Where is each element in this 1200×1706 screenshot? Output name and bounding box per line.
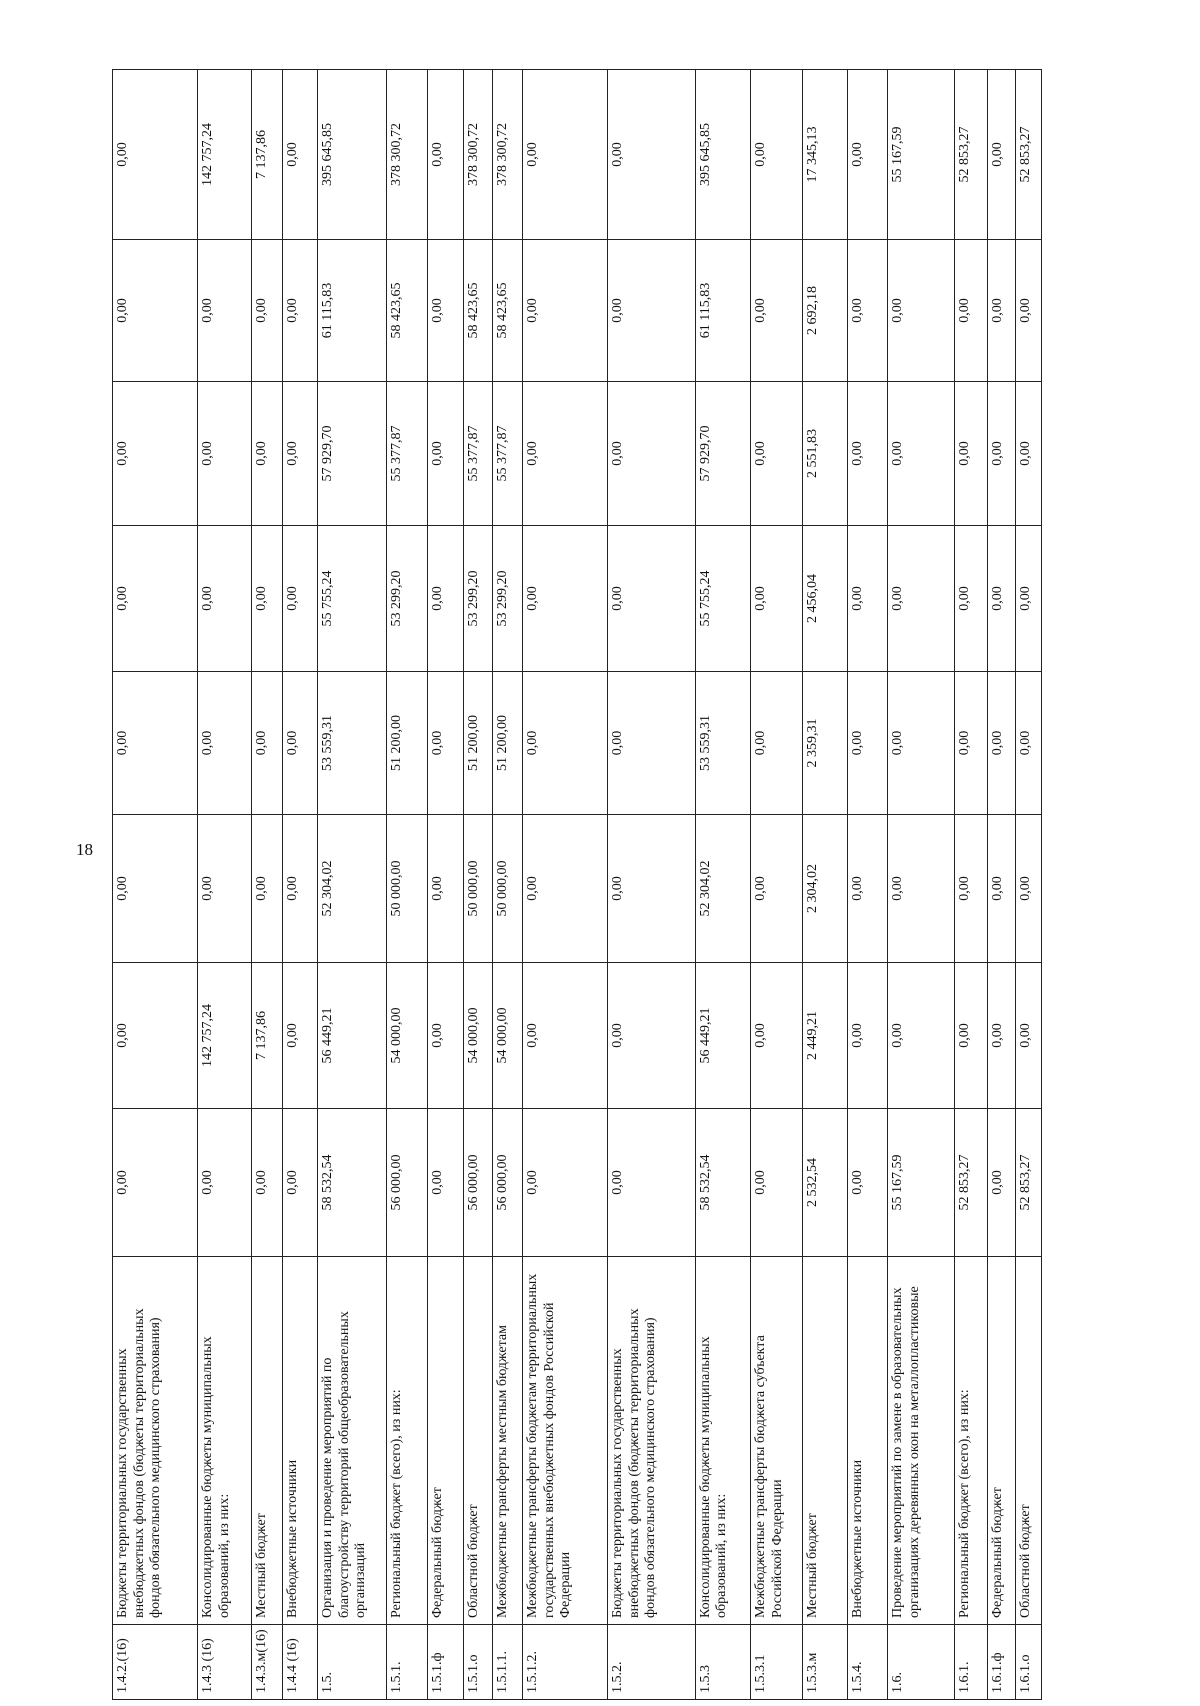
- row-value: 52 853,27: [1016, 1109, 1042, 1257]
- row-value: 51 200,00: [387, 672, 428, 815]
- row-value: 50 000,00: [464, 815, 493, 963]
- row-name: Межбюджетные трансферты бюджета субъекта Российской Федерации: [751, 1257, 802, 1625]
- table-row: [318, 70, 387, 1700]
- row-value: 395 645,85: [695, 70, 751, 240]
- row-value: 0,00: [113, 382, 198, 526]
- row-name: Бюджеты территориальных государственных внебюджетных фондов (бюджеты территориальных фондов обязательного медицинского страхования): [608, 1257, 696, 1625]
- row-code: 1.5.1.: [387, 1625, 428, 1700]
- row-value: 0,00: [198, 815, 251, 963]
- row-value: 0,00: [988, 963, 1016, 1109]
- row-value: 0,00: [751, 1109, 802, 1257]
- row-code: 1.4.4 (16): [282, 1625, 317, 1700]
- row-value: 55 167,59: [888, 70, 955, 240]
- table-row: [387, 70, 428, 1700]
- row-name: Межбюджетные трансферты местным бюджетам: [493, 1257, 523, 1625]
- row-value: 0,00: [608, 70, 696, 240]
- row-value: 0,00: [955, 526, 988, 672]
- table-row: [802, 70, 847, 1700]
- row-value: 0,00: [988, 815, 1016, 963]
- row-value: 55 377,87: [493, 382, 523, 526]
- row-name: Федеральный бюджет: [427, 1257, 463, 1625]
- page-number: 18: [76, 840, 93, 859]
- row-value: 0,00: [113, 815, 198, 963]
- row-value: 55 377,87: [387, 382, 428, 526]
- row-value: 0,00: [282, 672, 317, 815]
- row-value: 0,00: [608, 1109, 696, 1257]
- row-name: Консолидированные бюджеты муниципальных образований, из них:: [198, 1257, 251, 1625]
- row-code: 1.4.3.м(16): [251, 1625, 282, 1700]
- row-value: 56 000,00: [464, 1109, 493, 1257]
- row-value: 0,00: [427, 240, 463, 382]
- row-value: 0,00: [988, 382, 1016, 526]
- row-value: 0,00: [522, 70, 607, 240]
- row-value: 0,00: [955, 963, 988, 1109]
- row-value: 56 000,00: [387, 1109, 428, 1257]
- row-value: 0,00: [427, 963, 463, 1109]
- row-name: Местный бюджет: [802, 1257, 847, 1625]
- row-value: 142 757,24: [198, 963, 251, 1109]
- row-value: 0,00: [1016, 672, 1042, 815]
- row-value: 0,00: [522, 526, 607, 672]
- row-value: 58 532,54: [318, 1109, 387, 1257]
- row-value: 0,00: [427, 1109, 463, 1257]
- row-name: Региональный бюджет (всего), из них:: [387, 1257, 428, 1625]
- row-value: 53 299,20: [464, 526, 493, 672]
- row-value: 0,00: [888, 815, 955, 963]
- row-name: Бюджеты территориальных государственных внебюджетных фондов (бюджеты территориальных фондов обязательного медицинского страхования): [113, 1257, 198, 1625]
- row-value: 57 929,70: [695, 382, 751, 526]
- row-value: 61 115,83: [318, 240, 387, 382]
- row-value: 55 755,24: [695, 526, 751, 672]
- table-row: [608, 70, 696, 1700]
- row-value: 52 853,27: [955, 1109, 988, 1257]
- row-name: Федеральный бюджет: [988, 1257, 1016, 1625]
- row-value: 0,00: [608, 672, 696, 815]
- row-value: 0,00: [251, 526, 282, 672]
- row-value: 0,00: [427, 526, 463, 672]
- row-value: 57 929,70: [318, 382, 387, 526]
- row-value: 58 423,65: [464, 240, 493, 382]
- row-value: 0,00: [1016, 815, 1042, 963]
- row-code: 1.5.2.: [608, 1625, 696, 1700]
- row-value: 0,00: [522, 1109, 607, 1257]
- row-value: 0,00: [251, 240, 282, 382]
- row-value: 0,00: [847, 963, 888, 1109]
- row-value: 56 449,21: [695, 963, 751, 1109]
- table-row: [282, 70, 317, 1700]
- row-value: 17 345,13: [802, 70, 847, 240]
- row-name: Межбюджетные трансферты бюджетам территориальных государственных внебюджетных фондов Российской Федерации: [522, 1257, 607, 1625]
- row-value: 58 532,54: [695, 1109, 751, 1257]
- row-code: 1.6.1.ф: [988, 1625, 1016, 1700]
- row-name: Областной бюджет: [464, 1257, 493, 1625]
- table-row: [988, 70, 1016, 1700]
- row-value: 0,00: [847, 526, 888, 672]
- row-value: 53 559,31: [695, 672, 751, 815]
- row-value: 0,00: [751, 963, 802, 1109]
- row-value: 0,00: [751, 672, 802, 815]
- row-value: 0,00: [1016, 240, 1042, 382]
- row-value: 0,00: [888, 963, 955, 1109]
- row-code: 1.6.: [888, 1625, 955, 1700]
- row-value: 0,00: [955, 240, 988, 382]
- table-row: [1016, 70, 1042, 1700]
- row-value: 58 423,65: [387, 240, 428, 382]
- row-value: 0,00: [888, 240, 955, 382]
- table-row: [427, 70, 463, 1700]
- row-value: 0,00: [282, 1109, 317, 1257]
- row-code: 1.5.3: [695, 1625, 751, 1700]
- row-code: 1.5.1.2.: [522, 1625, 607, 1700]
- row-value: 52 853,27: [1016, 70, 1042, 240]
- row-name: Организация и проведение мероприятий по благоустройству территорий общеобразовательных организаций: [318, 1257, 387, 1625]
- row-value: 0,00: [608, 526, 696, 672]
- row-code: 1.5.: [318, 1625, 387, 1700]
- row-value: 142 757,24: [198, 70, 251, 240]
- row-code: 1.5.1.1.: [493, 1625, 523, 1700]
- rotated-table-wrapper: [112, 70, 1042, 1700]
- table-row: [695, 70, 751, 1700]
- row-value: 0,00: [427, 672, 463, 815]
- table-row: [522, 70, 607, 1700]
- row-value: 0,00: [608, 963, 696, 1109]
- row-value: 0,00: [847, 382, 888, 526]
- row-value: 52 304,02: [695, 815, 751, 963]
- row-value: 50 000,00: [493, 815, 523, 963]
- row-value: 54 000,00: [464, 963, 493, 1109]
- row-value: 0,00: [113, 240, 198, 382]
- row-value: 2 551,83: [802, 382, 847, 526]
- table-row: [493, 70, 523, 1700]
- row-value: 61 115,83: [695, 240, 751, 382]
- row-value: 0,00: [522, 963, 607, 1109]
- row-value: 0,00: [282, 240, 317, 382]
- row-value: 54 000,00: [493, 963, 523, 1109]
- row-value: 53 299,20: [387, 526, 428, 672]
- row-name: Внебюджетные источники: [847, 1257, 888, 1625]
- row-value: 52 853,27: [955, 70, 988, 240]
- row-value: 0,00: [955, 672, 988, 815]
- budget-table: [112, 69, 1042, 1700]
- row-value: 0,00: [847, 1109, 888, 1257]
- table-body: [113, 70, 1042, 1700]
- row-value: 0,00: [751, 815, 802, 963]
- table-row: [955, 70, 988, 1700]
- row-value: 2 532,54: [802, 1109, 847, 1257]
- row-value: 0,00: [955, 382, 988, 526]
- row-value: 55 167,59: [888, 1109, 955, 1257]
- row-value: 0,00: [888, 526, 955, 672]
- row-value: 0,00: [427, 382, 463, 526]
- row-name: Внебюджетные источники: [282, 1257, 317, 1625]
- row-value: 56 000,00: [493, 1109, 523, 1257]
- row-value: 0,00: [198, 1109, 251, 1257]
- row-value: 0,00: [282, 70, 317, 240]
- row-value: 0,00: [282, 526, 317, 672]
- row-code: 1.5.1.ф: [427, 1625, 463, 1700]
- row-value: 0,00: [113, 526, 198, 672]
- row-value: 0,00: [427, 70, 463, 240]
- row-value: 7 137,86: [251, 70, 282, 240]
- row-value: 0,00: [113, 672, 198, 815]
- row-code: 1.5.3.1: [751, 1625, 802, 1700]
- row-value: 0,00: [251, 382, 282, 526]
- row-value: 51 200,00: [464, 672, 493, 815]
- row-value: 0,00: [282, 963, 317, 1109]
- row-value: 0,00: [1016, 382, 1042, 526]
- row-code: 1.4.2.(16): [113, 1625, 198, 1700]
- row-value: 51 200,00: [493, 672, 523, 815]
- row-value: 0,00: [1016, 526, 1042, 672]
- row-value: 2 692,18: [802, 240, 847, 382]
- row-code: 1.4.3 (16): [198, 1625, 251, 1700]
- row-value: 53 299,20: [493, 526, 523, 672]
- row-value: 0,00: [608, 382, 696, 526]
- row-value: 2 359,31: [802, 672, 847, 815]
- row-value: 0,00: [113, 1109, 198, 1257]
- table-row: [113, 70, 198, 1700]
- row-value: 0,00: [198, 382, 251, 526]
- row-value: 7 137,86: [251, 963, 282, 1109]
- row-value: 55 755,24: [318, 526, 387, 672]
- row-name: Консолидированные бюджеты муниципальных образований, из них:: [695, 1257, 751, 1625]
- row-value: 52 304,02: [318, 815, 387, 963]
- row-code: 1.5.1.о: [464, 1625, 493, 1700]
- row-value: 54 000,00: [387, 963, 428, 1109]
- row-value: 0,00: [888, 672, 955, 815]
- row-value: 395 645,85: [318, 70, 387, 240]
- row-value: 0,00: [251, 672, 282, 815]
- row-value: 0,00: [251, 815, 282, 963]
- row-value: 0,00: [751, 70, 802, 240]
- table-row: [198, 70, 251, 1700]
- row-value: 0,00: [847, 815, 888, 963]
- row-value: 0,00: [522, 240, 607, 382]
- row-value: 0,00: [888, 382, 955, 526]
- row-value: 58 423,65: [493, 240, 523, 382]
- row-value: 0,00: [522, 815, 607, 963]
- row-value: 0,00: [113, 70, 198, 240]
- row-value: 378 300,72: [464, 70, 493, 240]
- row-value: 0,00: [988, 1109, 1016, 1257]
- row-name: Областной бюджет: [1016, 1257, 1042, 1625]
- table-row: [888, 70, 955, 1700]
- row-value: 0,00: [198, 526, 251, 672]
- row-value: 2 449,21: [802, 963, 847, 1109]
- row-code: 1.5.3.м: [802, 1625, 847, 1700]
- row-value: 56 449,21: [318, 963, 387, 1109]
- row-value: 0,00: [251, 1109, 282, 1257]
- row-value: 2 304,02: [802, 815, 847, 963]
- row-value: 2 456,04: [802, 526, 847, 672]
- row-value: 0,00: [988, 672, 1016, 815]
- row-value: 0,00: [988, 526, 1016, 672]
- row-value: 0,00: [751, 526, 802, 672]
- row-value: 0,00: [198, 672, 251, 815]
- row-value: 0,00: [847, 672, 888, 815]
- row-value: 378 300,72: [493, 70, 523, 240]
- row-value: 0,00: [282, 815, 317, 963]
- row-value: 0,00: [608, 240, 696, 382]
- row-value: 0,00: [1016, 963, 1042, 1109]
- row-value: 0,00: [198, 240, 251, 382]
- table-row: [847, 70, 888, 1700]
- row-value: 0,00: [847, 70, 888, 240]
- row-value: 0,00: [751, 240, 802, 382]
- row-value: 0,00: [113, 963, 198, 1109]
- row-value: 0,00: [427, 815, 463, 963]
- row-value: 0,00: [522, 382, 607, 526]
- row-value: 0,00: [955, 815, 988, 963]
- row-code: 1.5.4.: [847, 1625, 888, 1700]
- row-name: Региональный бюджет (всего), из них:: [955, 1257, 988, 1625]
- row-code: 1.6.1.: [955, 1625, 988, 1700]
- row-code: 1.6.1.о: [1016, 1625, 1042, 1700]
- row-value: 0,00: [608, 815, 696, 963]
- row-value: 55 377,87: [464, 382, 493, 526]
- row-value: 0,00: [988, 240, 1016, 382]
- row-value: 0,00: [751, 382, 802, 526]
- table-row: [464, 70, 493, 1700]
- row-value: 0,00: [847, 240, 888, 382]
- row-value: 0,00: [522, 672, 607, 815]
- table-row: [751, 70, 802, 1700]
- row-value: 0,00: [988, 70, 1016, 240]
- row-value: 378 300,72: [387, 70, 428, 240]
- row-name: Проведение мероприятий по замене в образовательных организациях деревянных окон на металлопластиковые: [888, 1257, 955, 1625]
- row-name: Местный бюджет: [251, 1257, 282, 1625]
- row-value: 53 559,31: [318, 672, 387, 815]
- row-value: 50 000,00: [387, 815, 428, 963]
- row-value: 0,00: [282, 382, 317, 526]
- table-row: [251, 70, 282, 1700]
